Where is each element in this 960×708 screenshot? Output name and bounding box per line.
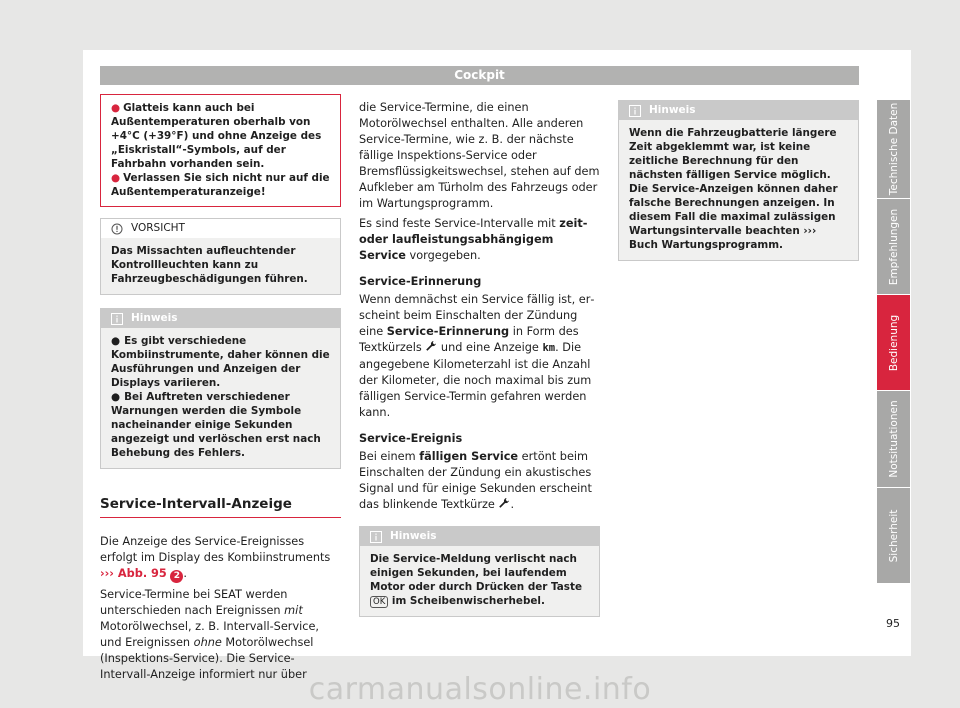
callout-number: 2 (170, 570, 183, 583)
wrench-icon (498, 497, 510, 514)
hint-body (101, 328, 340, 468)
tab-label: Sicherheit (887, 509, 900, 562)
page-header: Cockpit (100, 66, 859, 85)
bullet-icon: ● (111, 102, 121, 114)
text: Motorölwechsel, z. B. Intervall-Service, und Ereignissen (100, 620, 320, 649)
hint-header (619, 101, 858, 120)
text: ertönt beim Einschalten der Zündung ein akustisches Signal und für einige Sekunden erscheint das blinkende Textkürze (359, 450, 592, 511)
section-body (100, 534, 341, 683)
info-icon (629, 105, 641, 117)
column-left (100, 94, 341, 683)
paragraph (359, 292, 600, 421)
text: Die Service-Meldung verlischt nach einigen Sekunden, bei laufendem Motor oder durch Drücken der Taste (370, 553, 583, 593)
figure-link[interactable] (100, 567, 167, 580)
info-icon (111, 313, 123, 325)
hint-title: Hinweis (649, 104, 696, 116)
text: . Die angegebene Kilometerzahl ist die Anzahl der Kilometer, die noch maximal bis zum fälligen Service-Termin gefahren werden kann. (359, 341, 592, 419)
subheading: Service-Ereignis (359, 432, 463, 445)
bold-text: zeit- oder laufleistungsabhängigem Service (359, 217, 588, 262)
tab-label: Empfehlungen (887, 208, 900, 285)
text: und eine Anzeige (437, 341, 543, 354)
hint-body (619, 120, 858, 260)
hint-title: Hinweis (390, 530, 437, 542)
bullet-icon: ● (111, 335, 121, 347)
text: Service-Termine bei SEAT werden unterschieden nach Ereignissen (100, 588, 288, 617)
text: Motorölwechsel (Inspektions-Service). Die Service-Intervall-Anzeige informiert nur über (100, 636, 314, 681)
text: Die Anzeige des Service-Ereignisses erfolgt im Display des Kombiinstruments (100, 535, 331, 564)
text: . (510, 498, 515, 511)
hint-header (360, 527, 599, 546)
caution-text: Das Missachten aufleuchtender Kontrollleuchten kann zu Fahrzeugbeschädigungen führen. (111, 245, 308, 285)
page-number: 95 (886, 617, 900, 630)
emphasis: ohne (193, 636, 222, 649)
tab-technische-daten[interactable] (877, 100, 910, 198)
middle-body (359, 100, 600, 514)
hint-box (618, 100, 859, 261)
warning-box (100, 94, 341, 207)
text: Es sind feste Service-Intervalle mit (359, 217, 560, 230)
paragraph: die Service-Termine, die einen Motorölwechsel enthalten. Alle anderen Service-Termine, wie z. B. der nächste fällige Inspektions-Service oder Bremsflüssigkeitswechsel, stehen auf dem Aufkleber am Türholm des Fahrzeugs oder im Wartungsprogramm. (359, 101, 600, 210)
hint-text: Bei Auftreten verschiedener Warnungen werden die Symbole nacheinander einige Sekunden angezeigt und verlöschen erst nach Behebung des Fehlers. (111, 391, 321, 459)
tab-label: Notsituationen (887, 400, 900, 478)
paragraph (359, 449, 600, 514)
hint-item (111, 334, 330, 390)
caution-icon (111, 223, 123, 235)
text: Bei einem (359, 450, 420, 463)
text: Wenn die Fahrzeugbatterie längere Zeit abgeklemmt war, ist keine zeitliche Berechnung für den nächsten fälligen Service möglich. Die Service-Anzeigen können daher falsche Berechnungen anzeigen. In diesem Fall die maximal zulässigen Wartungsintervalle beachten (629, 127, 838, 237)
hint-header (101, 309, 340, 328)
paragraph (100, 534, 341, 583)
caution-box (100, 218, 341, 295)
link-arrow: ››› (100, 567, 114, 580)
km-label: km (542, 342, 556, 354)
hint-box (359, 526, 600, 617)
caution-header (101, 219, 340, 238)
bold-text: Service-Erinnerung (386, 325, 510, 338)
hint-title: Hinweis (131, 312, 178, 324)
text: Wenn demnächst ein Service fällig ist, erscheint beim Einschalten der Zündung eine (359, 293, 595, 338)
emphasis: mit (284, 604, 303, 617)
text: im Scheibenwischerhebel. (388, 595, 545, 607)
paragraph (100, 587, 341, 683)
subheading: Service-Erinnerung (359, 275, 482, 288)
hint-item (111, 390, 330, 460)
hint-box (100, 308, 341, 469)
tab-label: Bedienung (887, 314, 900, 371)
column-middle (359, 100, 600, 617)
column-right (618, 100, 859, 261)
tab-bedienung[interactable] (877, 295, 910, 390)
link-text: Abb. 95 (113, 567, 167, 580)
bullet-icon: ● (111, 172, 121, 184)
text: in Form des Textkürzels (359, 325, 579, 354)
caution-title: VORSICHT (131, 222, 185, 234)
tab-label: Technische Daten (887, 102, 900, 196)
link-arrow: ››› (803, 225, 817, 237)
tab-sicherheit[interactable] (877, 488, 910, 583)
warning-item (111, 171, 330, 199)
paragraph (359, 216, 600, 264)
tab-notsituationen[interactable] (877, 391, 910, 487)
warning-item (111, 101, 330, 171)
caution-body (101, 238, 340, 294)
info-icon (370, 531, 382, 543)
bold-text: fälligen Service (419, 450, 519, 463)
warning-text: Verlassen Sie sich nicht nur auf die Außentemperaturanzeige! (111, 172, 330, 198)
text: vorgegeben. (405, 249, 481, 262)
bullet-icon: ● (111, 391, 121, 403)
hint-text: Es gibt verschiedene Kombiinstrumente, daher können die Ausführungen und Anzeigen der Displays variieren. (111, 335, 330, 389)
text: . (183, 567, 187, 580)
section-title: Service-Intervall-Anzeige (100, 495, 341, 518)
ok-key-icon: OK (370, 596, 388, 608)
hint-text (370, 552, 589, 608)
hint-body (360, 546, 599, 616)
wrench-icon (425, 340, 437, 357)
hint-text (629, 126, 848, 252)
link-text: Buch Wartungsprogramm. (629, 239, 783, 251)
watermark: carmanualsonline.info (308, 672, 652, 707)
tab-empfehlungen[interactable] (877, 199, 910, 294)
warning-text: Glatteis kann auch bei Außentemperaturen oberhalb von +4°C (+39°F) und ohne Anzeige des „Eiskristall“-Symbols, auf der Fahrbahn vorhanden sein. (111, 102, 322, 170)
